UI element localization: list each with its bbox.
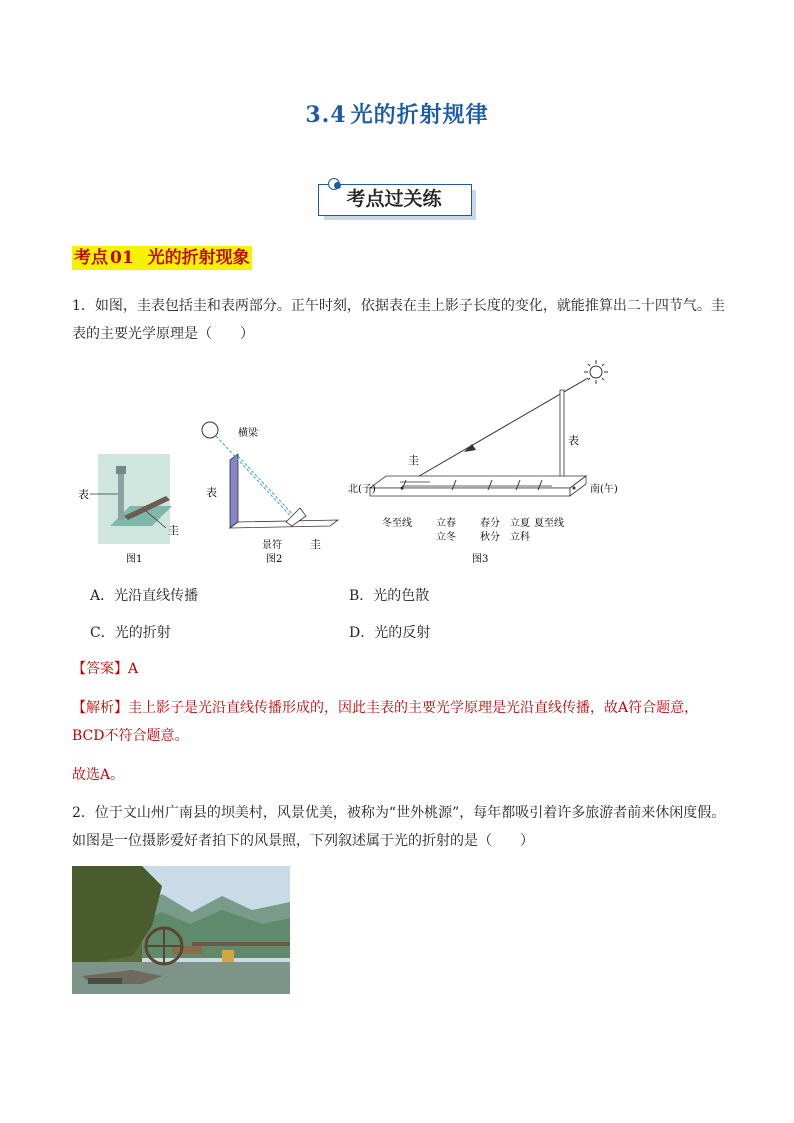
fig3-mark-label-2: 秋分 [480, 532, 500, 543]
fig2-gui-plate [230, 520, 338, 528]
badge-dot-icon [334, 182, 341, 189]
fig3-mark-label-2: 立冬 [436, 532, 456, 543]
option-d: D．光的反射 [349, 625, 431, 641]
fig2-biao-label: 表 [206, 486, 217, 499]
fig2-sun-icon [202, 422, 218, 438]
fig2-jingfu-label: 景符 [262, 540, 282, 551]
analysis-label: 【解析】 [72, 700, 128, 716]
figure-2 [202, 422, 338, 565]
answer [72, 658, 138, 678]
fig1-gui-label: 圭 [168, 524, 179, 537]
section-label: 考点 [74, 248, 108, 268]
fig2-gui-label: 圭 [310, 538, 321, 551]
option-a: A．光沿直线传播 [90, 588, 199, 604]
fig1-caption: 图1 [126, 554, 143, 565]
fig2-caption: 图2 [266, 554, 283, 565]
option-b: B．光的色散 [349, 588, 430, 604]
section-badge [314, 176, 480, 222]
fig3-south-label: 南(午) [590, 484, 618, 495]
fig1-pillar-top [116, 466, 126, 474]
section-text: 光的折射现象 [147, 248, 250, 268]
title-number: 3.4 [305, 102, 347, 128]
page-title [0, 98, 794, 129]
fig3-sun-icon [584, 360, 608, 384]
fig3-north-label: 北(子) [348, 484, 376, 495]
fig3-mark-label: 冬至线 [382, 518, 412, 529]
scenery-photo [72, 866, 290, 994]
fig3-mark-label: 立春 [436, 518, 456, 529]
question-1-stem: 1．如图，圭表包括圭和表两部分。正午时刻，依据表在圭上影子长度的变化，就能推算出二十四节气。圭表的主要光学原理是（ ） [72, 298, 725, 342]
fig2-biao-post [230, 454, 238, 528]
answer-label: 【答案】 [72, 661, 128, 677]
fig1-pillar [118, 472, 124, 520]
gui-biao-figure [78, 356, 620, 566]
fig1-biao-label: 表 [78, 488, 89, 501]
fig3-mark-label: 夏至线 [534, 518, 564, 529]
conclusion: 故选A。 [72, 767, 125, 783]
analysis-text: 圭上影子是光沿直线传播形成的，因此圭表的主要光学原理是光沿直线传播，故A符合题意，BCD不符合题意。 [72, 700, 699, 744]
fig3-gui-label: 圭 [408, 454, 419, 467]
analysis [72, 694, 727, 750]
fig1-background [98, 454, 170, 544]
section-heading [72, 246, 252, 270]
fig3-biao-post [560, 390, 564, 488]
question-2-stem: 2．位于文山州广南县的坝美村，风景优美，被称为“世外桃源”，每年都吸引着许多旅游者前来休闲度假。如图是一位摄影爱好者拍下的风景照，下列叙述属于光的折射的是（ ） [72, 805, 726, 849]
badge-text: 考点过关练 [346, 188, 442, 210]
figure-3 [348, 360, 618, 565]
fig3-mark-label: 春分 [480, 518, 500, 529]
fig3-biao-label: 表 [568, 434, 579, 447]
option-c: C．光的折射 [90, 625, 171, 641]
fig3-caption: 图3 [472, 554, 489, 565]
fig3-mark-label: 立夏 [510, 518, 530, 529]
fig2-hengliang-label: 横梁 [238, 428, 258, 439]
title-text: 光的折射规律 [350, 103, 489, 128]
answer-value: A [128, 661, 139, 677]
figure-1 [78, 454, 179, 565]
section-number: 01 [110, 248, 134, 268]
fig3-mark-label-2: 立科 [510, 532, 530, 543]
